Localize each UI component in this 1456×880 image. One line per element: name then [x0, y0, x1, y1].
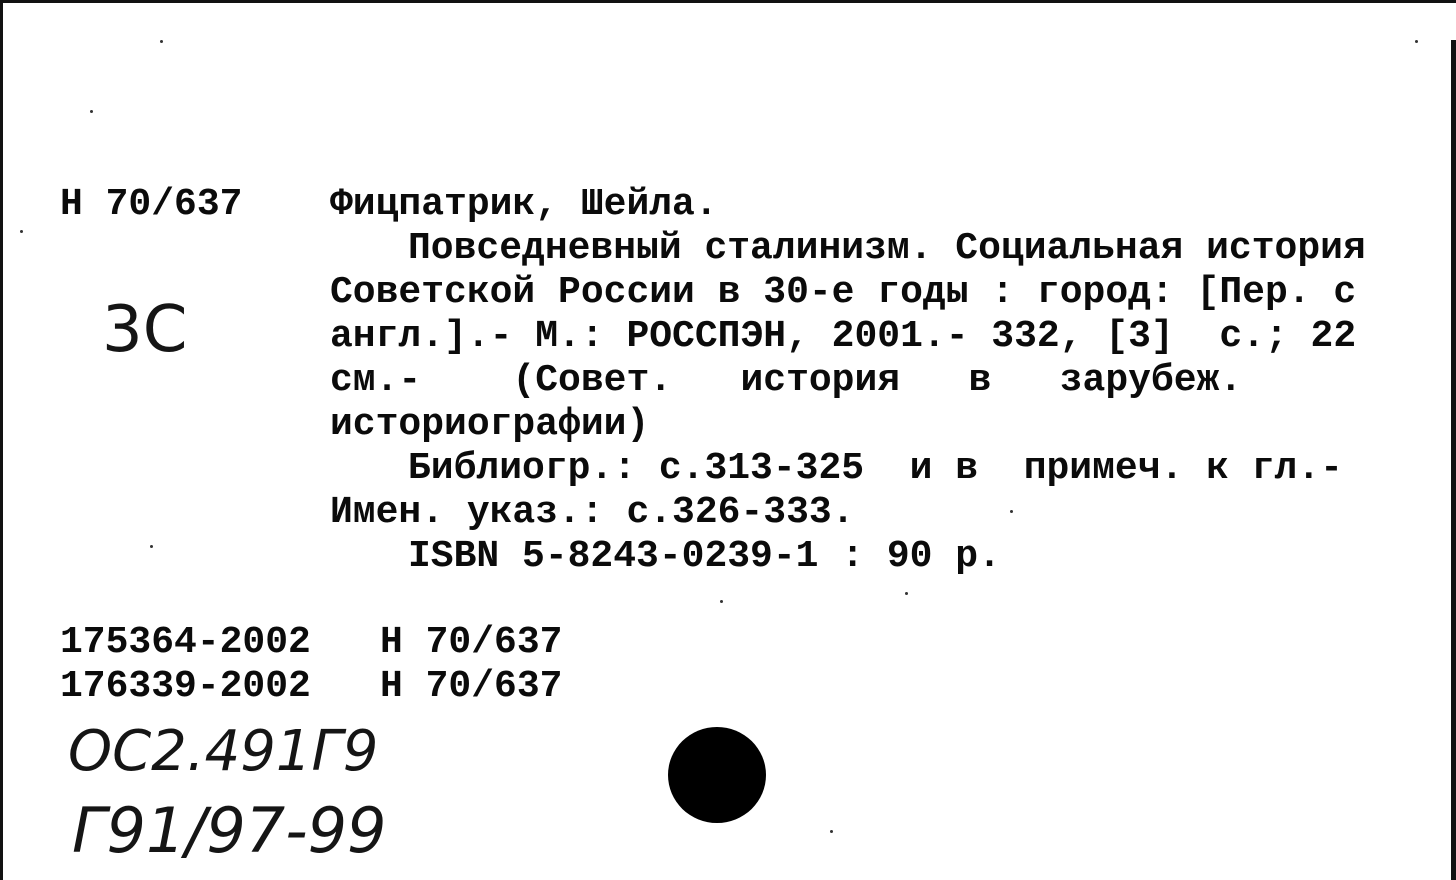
scan-speck — [150, 545, 153, 548]
title-line: см.- (Совет. история в зарубеж. — [330, 359, 1243, 402]
isbn-line: ISBN 5-8243-0239-1 : 90 р. — [408, 535, 1001, 578]
inventory-number: 175364-2002 — [60, 621, 311, 664]
inventory-shelfmark: Н 70/637 — [380, 665, 563, 708]
title-line: Советской России в 30-е годы : город: [Пер. с — [330, 271, 1357, 314]
inventory-shelfmark: Н 70/637 — [380, 621, 563, 664]
punched-hole — [668, 727, 766, 823]
inventory-number: 176339-2002 — [60, 665, 311, 708]
handwritten-classification: ОС2.491Г9 — [68, 719, 379, 784]
scan-speck — [720, 600, 723, 603]
handwritten-range: Г91/97-99 — [72, 794, 387, 867]
handwritten-mark: 3С — [102, 293, 188, 367]
card-right-edge — [1451, 40, 1456, 880]
shelfmark: Н 70/637 — [60, 183, 243, 226]
title-line: Повседневный сталинизм. Социальная история — [408, 227, 1366, 270]
scan-speck — [90, 110, 93, 113]
index-note: Имен. указ.: с.326-333. — [330, 491, 855, 534]
bibliography-note: Библиогр.: с.313-325 и в примеч. к гл.- — [408, 447, 1343, 490]
scan-speck — [830, 830, 833, 833]
scan-speck — [160, 40, 163, 43]
title-line: историографии) — [330, 403, 650, 446]
card-top-edge — [0, 0, 1456, 3]
card-left-edge — [0, 0, 3, 880]
title-line: англ.].- М.: РОССПЭН, 2001.- 332, [3] с.; 22 — [330, 315, 1357, 358]
scan-speck — [20, 230, 23, 233]
scan-speck — [1415, 40, 1418, 43]
author-heading: Фицпатрик, Шейла. — [330, 183, 718, 226]
scan-speck — [1010, 510, 1013, 513]
scan-speck — [905, 592, 908, 595]
